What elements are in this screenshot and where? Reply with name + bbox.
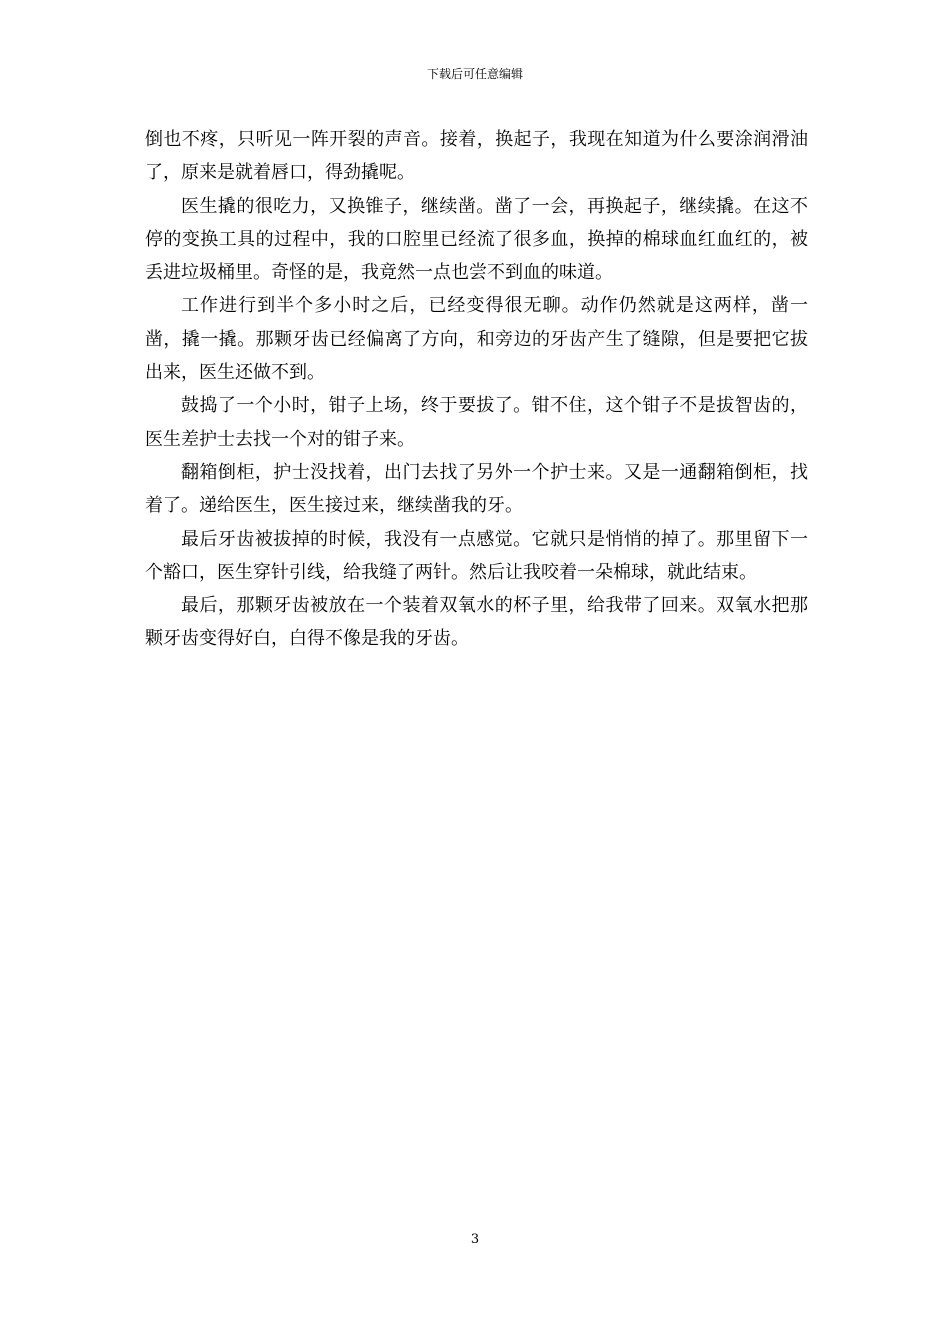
paragraph: 医生撬的很吃力，又换锥子，继续凿。凿了一会，再换起子，继续撬。在这不停的变换工具的过程中，我的口腔里已经流了很多血，换掉的棉球血红血红的，被丢进垃圾桶里。奇怪的是，我竟然一点也尝不到血的味道。	[145, 195, 808, 284]
body-text	[145, 123, 808, 656]
paragraph: 鼓捣了一个小时，钳子上场，终于要拔了。钳不住，这个钳子不是拔智齿的，医生差护士去找一个对的钳子来。	[145, 395, 808, 450]
paragraph: 最后，那颗牙齿被放在一个装着双氧水的杯子里，给我带了回来。双氧水把那颗牙齿变得好白，白得不像是我的牙齿。	[145, 595, 808, 650]
paragraph: 翻箱倒柜，护士没找着，出门去找了另外一个护士来。又是一通翻箱倒柜，找着了。递给医生，医生接过来，继续凿我的牙。	[145, 461, 808, 517]
page-header: 下载后可任意编辑	[426, 67, 523, 81]
paragraph: 工作进行到半个多小时之后，已经变得很无聊。动作仍然就是这两样，凿一凿，撬一撬。那颗牙齿已经偏离了方向，和旁边的牙齿产生了缝隙，但是要把它拔出来，医生还做不到。	[145, 295, 808, 384]
paragraph: 最后牙齿被拔掉的时候，我没有一点感觉。它就只是悄悄的掉了。那里留下一个豁口，医生穿针引线，给我缝了两针。然后让我咬着一朵棉球，就此结束。	[145, 528, 808, 583]
paragraph: 倒也不疼，只听见一阵开裂的声音。接着，换起子，我现在知道为什么要涂润滑油了，原来是就着唇口，得劲撬呢。	[145, 129, 808, 184]
page-number: 3	[470, 1232, 480, 1247]
